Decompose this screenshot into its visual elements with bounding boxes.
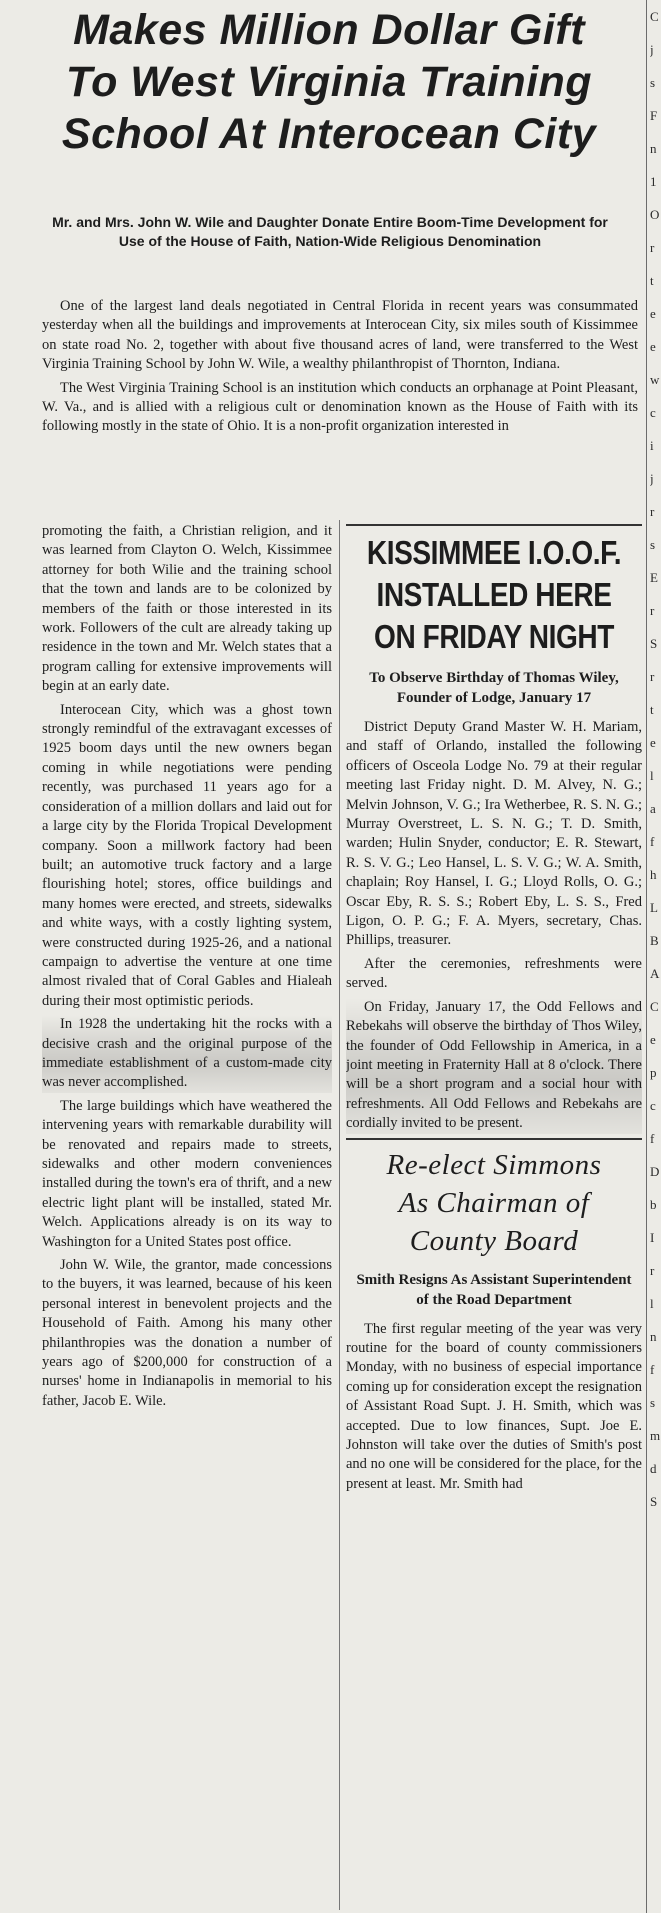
edge-fragment: b: [650, 1197, 657, 1212]
edge-fragment: r: [650, 504, 655, 519]
main-headline: [14, 4, 644, 160]
edge-fragment: n: [650, 1329, 657, 1344]
edge-fragment: c: [650, 1098, 656, 1113]
iof-article-body: [346, 718, 642, 1134]
iof-headline-line-3: ON FRIDAY NIGHT: [374, 618, 614, 655]
edge-fragment: r: [650, 240, 655, 255]
edge-fragment: C: [650, 9, 659, 24]
main-paragraph-1: One of the largest land deals negotiated in Central Florida in recent years was consummated yesterday when all the buildings and improvements at Interocean City, six miles south of Kissimmee on state road No. 2, together with about five thousand acres of land, were transferred to the West Virginia Training School by John W. Wile, a wealthy philanthropist of Thornton, Indiana.: [42, 298, 638, 373]
edge-fragment: n: [650, 141, 657, 156]
edge-fragment: O: [650, 207, 660, 222]
edge-fragment: r: [650, 669, 655, 684]
column-divider: [339, 520, 340, 1910]
edge-fragment: f: [650, 834, 655, 849]
main-article-column: [42, 522, 332, 1907]
iof-paragraph-1: District Deputy Grand Master W. H. Mariam, and staff of Orlando, installed the following officers of Osceola Lodge No. 79 at their regular meeting last Friday night. D. M. Alvey, N. G.; Melvin Johnson, V. G.; Ira Wetherbee, R. S. N. G.; Murray Overstreet, L. S. N. G.; T. D. Smith, warden; Hulin Snyder, conductor; E. R. Stewart, R. S. V. G.; Leo Hansel, L. S. V. G.; W. A. Smith, chaplain; Roy Hansel, I. G.; Lloyd Rolls, O. G.; Oscar Eby, R. S. S.; Robert Eby, L. S. S., Fred Ligon, O. P. G.; F. A. Myers, secretary, Chas. Phillips, treasurer.: [346, 719, 642, 949]
edge-fragment: E: [650, 570, 658, 585]
edge-fragment: s: [650, 75, 656, 90]
edge-fragment: e: [650, 735, 656, 750]
edge-fragment: j: [650, 471, 654, 486]
main-paragraph-3: Interocean City, which was a ghost town strongly remindful of the extravagant excesses of 1925 boom days until the new owners began coming in while negotiations were pending recently, was purchased 11 years ago for a consideration of a million dollars and laid out for a large city by the Florida Tropical Development company. Soon a millwork factory had been built; an automotive truck factory and a large flourishing hotel; stores, office buildings and many homes were erected, and streets, sidewalks and white ways, with a costly lighting system, were constructed during 1925-26, and a national campaign to advertise the venture at one time almost rivaled that of Coral Gables and Hialeah during their most optimistic periods.: [42, 701, 332, 1009]
iof-paragraph-3: On Friday, January 17, the Odd Fellows and Rebekahs will observe the birthday of Thos Wiley, the founder of Odd Fellowship in America, in a joint meeting in Fraternity Hall at 8 o'clock. There will be a short program and a social hour with refreshments. All Odd Fellows and Rebekahs are cordially invited to be present.: [346, 998, 642, 1134]
main-paragraph-6: John W. Wile, the grantor, made concessions to the buyers, it was learned, because of his keen personal interest in benevolent projects and the Household of Faith. Among his many other philanthropies was the donation a number of years ago of $200,000 for construction of a nurses' home in Indianapolis in memorial to his father, Jacob E. Wile.: [42, 1257, 332, 1409]
simmons-headline-line-3: County Board: [409, 1224, 579, 1257]
main-article-lead: [42, 297, 638, 441]
iof-subhead: To Observe Birthday of Thomas Wiley, Founder of Lodge, January 17: [369, 670, 619, 706]
iof-headline-line-1: KISSIMMEE I.O.O.F.: [366, 534, 622, 571]
simmons-headline-line-2: As Chairman of: [398, 1186, 590, 1219]
edge-fragment: S: [650, 636, 658, 651]
edge-fragment: l: [650, 768, 654, 783]
edge-fragment: j: [650, 42, 654, 57]
edge-fragment: a: [650, 801, 656, 816]
adjacent-column-edge-fragments: [650, 0, 661, 1913]
edge-fragment: L: [650, 900, 658, 915]
edge-fragment: e: [650, 339, 656, 354]
iof-paragraph-2: After the ceremonies, refreshments were served.: [346, 955, 642, 992]
edge-fragment: t: [650, 702, 654, 717]
iof-top-rule: [346, 524, 642, 526]
edge-fragment: t: [650, 273, 654, 288]
edge-fragment: f: [650, 1362, 655, 1377]
edge-fragment: r: [650, 603, 655, 618]
simmons-headline-line-1: Re-elect Simmons: [386, 1148, 602, 1181]
headline-line-2: To West Virginia Training: [65, 58, 593, 106]
main-paragraph-2-continued: promoting the faith, a Christian religion, and it was learned from Clayton O. Welch, Kissimmee attorney for both Wilie and the training school that the town and lands are to be colonized by members of the faith or those interested in its work. Followers of the cult are already taking up residence in the town and Mr. Welch states that a program calling for extensive improvements will begin at an early date.: [42, 523, 332, 695]
edge-fragment: s: [650, 537, 656, 552]
simmons-article-body: [346, 1320, 642, 1495]
edge-fragment: f: [650, 1131, 655, 1146]
edge-fragment: A: [650, 966, 660, 981]
edge-fragment: r: [650, 1263, 655, 1278]
simmons-paragraph-1: The first regular meeting of the year was very routine for the board of county commissioners Monday, with no business of especial importance coming up for consideration except the resignation of Assistant Road Supt. J. H. Smith, which was accepted. Due to low finances, Supt. Joe E. Johnston will take over the duties of Smith's post and no one will be considered for the place, for the present at least. Mr. Smith had: [346, 1320, 642, 1492]
main-paragraph-5: The large buildings which have weathered the intervening years with remarkable durability will be renovated and repairs made to streets, sidewalks and other modern conveniences installed during the town's era of thrift, and a new electric light plant will be installed, stated Mr. Welch. Applications already is on its way to Washington for a United States post office.: [42, 1097, 332, 1250]
edge-fragment: w: [650, 372, 660, 387]
main-paragraph-2-wide: The West Virginia Training School is an institution which conducts an orphanage at Point Pleasant, W. Va., and is allied with a religious cult or denomination known as the House of Faith with its following mostly in the state of Ohio. It is a non-profit organization interested in: [42, 379, 638, 435]
edge-fragment: F: [650, 108, 658, 123]
right-column-rule: [646, 0, 647, 1913]
main-paragraph-4: In 1928 the undertaking hit the rocks with a decisive crash and the original purpose of the immediate establishment of a custom-made city was never accomplished.: [42, 1015, 332, 1093]
edge-fragment: s: [650, 1395, 656, 1410]
edge-fragment: B: [650, 933, 659, 948]
right-column: [346, 520, 642, 1910]
main-deck: Mr. and Mrs. John W. Wile and Daughter Donate Entire Boom-Time Development for Use of the House of Faith, Nation-Wide Religious Denomination: [52, 214, 608, 249]
edge-fragment: h: [650, 867, 657, 882]
edge-fragment: 1: [650, 174, 657, 189]
simmons-top-rule: [346, 1138, 642, 1140]
edge-fragment: p: [650, 1065, 657, 1080]
edge-fragment: l: [650, 1296, 654, 1311]
simmons-subhead: Smith Resigns As Assistant Superintendent of the Road Department: [356, 1271, 632, 1308]
edge-fragment: e: [650, 1032, 656, 1047]
edge-fragment: i: [650, 438, 654, 453]
headline-line-1: Makes Million Dollar Gift: [73, 6, 585, 54]
iof-headline-line-2: INSTALLED HERE: [376, 576, 612, 613]
edge-fragment: d: [650, 1461, 657, 1476]
edge-fragment: c: [650, 405, 656, 420]
headline-line-3: School At Interocean City: [61, 110, 597, 158]
edge-fragment: D: [650, 1164, 660, 1179]
edge-fragment: C: [650, 999, 659, 1014]
edge-fragment: e: [650, 306, 656, 321]
edge-fragment: m: [650, 1428, 661, 1443]
edge-fragment: I: [650, 1230, 655, 1245]
edge-fragment: S: [650, 1494, 658, 1509]
